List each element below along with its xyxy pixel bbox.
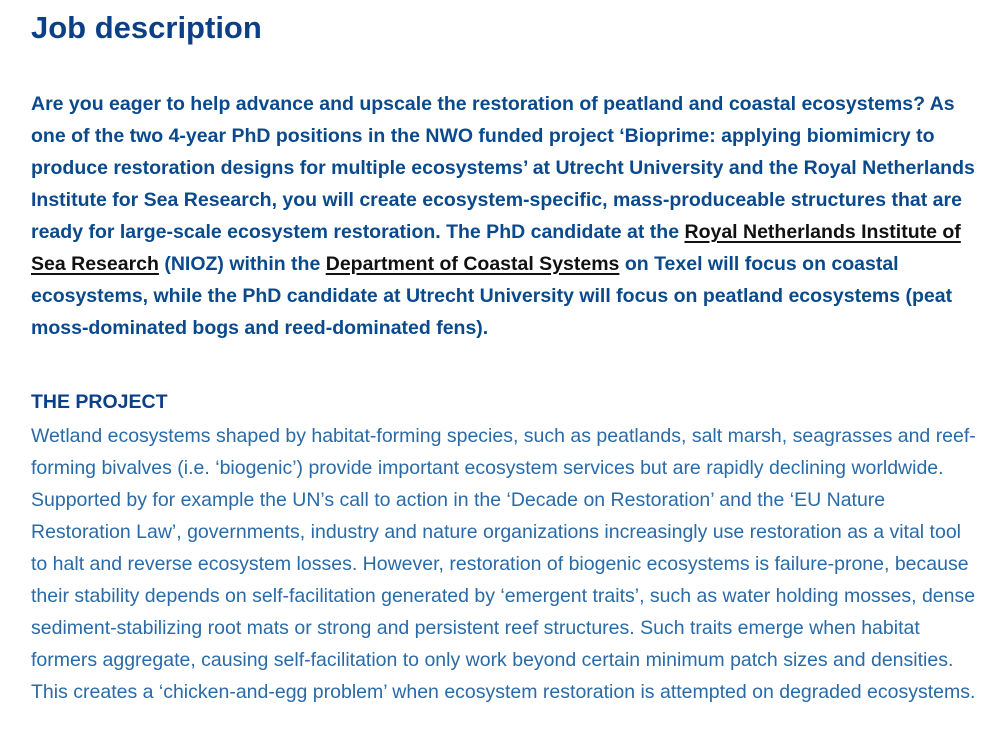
intro-text-part3: on Texel will focus on coastal ecosystems, while the PhD candidate at Utrecht University will focus on peatland ecosystems (peat moss-dominated bogs and reed-dominated fens). — [31, 253, 953, 339]
nioz-link[interactable]: Royal Netherlands Institute of Sea Research — [31, 221, 961, 275]
project-paragraph: Wetland ecosystems shaped by habitat-forming species, such as peatlands, salt marsh, seagrasses and reef-forming bivalves (i.e. ‘biogenic’) provide important ecosystem services but are rapidly declining worldwide. Supported by for example the UN’s call to action in the ‘Decade on Restoration’ and the ‘EU Nature Restoration Law’, governments, industry and nature organizations increasingly use restoration as a vital tool to halt and reverse ecosystem losses. However, restoration of biogenic ecosystems is failure-prone, because their stability depends on self-facilitation generated by ‘emergent traits’, such as water holding mosses, dense sediment-stabilizing root mats or strong and persistent reef structures. Such traits emerge when habitat formers aggregate, causing self-facilitation to only work beyond certain minimum patch sizes and densities. This creates a ‘chicken-and-egg problem’ when ecosystem restoration is attempted on degraded ecosystems. — [31, 425, 976, 703]
project-heading: THE PROJECT — [31, 391, 168, 413]
page-title: Job description — [31, 10, 262, 45]
intro-paragraph — [31, 88, 977, 344]
intro-text-part1: Are you eager to help advance and upscale the restoration of peatland and coastal ecosystems? As one of the two 4-year PhD positions in the NWO funded project ‘Bioprime: applying biomimicry to produce restoration designs for multiple ecosystems’ at Utrecht University and the Royal Netherlands Institute for Sea Research, you will create ecosystem-specific, mass-produceable structures that are ready for large-scale ecosystem restoration. The PhD candidate at the — [31, 93, 975, 243]
intro-text-part2: (NIOZ) within the — [158, 253, 326, 275]
coastal-systems-link[interactable]: Department of Coastal Systems — [325, 253, 620, 275]
